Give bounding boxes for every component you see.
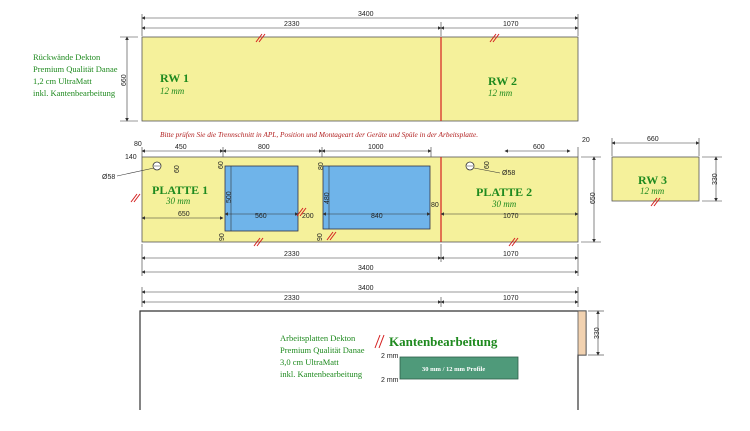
dim-seg-20: 20 [582,137,590,144]
rw1-label: RW 1 [160,71,190,85]
dim-bot-total: 3400 [358,265,374,272]
trennschnitt-warning: Bitte prüfen Sie die Trennschnitt in APL, Position und Montageart der Geräte und Spüle in der Arbeitsplatte. [160,130,479,139]
worktop-note-line4: inkl. Kantenbearbeitung [280,369,363,379]
plate-bottom-dimensions [142,244,578,276]
hole2-diameter: Ø58 [502,170,516,177]
dim-rw3-width: 660 [647,136,659,143]
edge-bottom-mm: 2 mm [381,377,399,384]
worktop-note-line2: Premium Qualität Danae [280,345,365,355]
edge-legend [375,334,518,384]
rw3-thickness: 12 mm [640,186,665,196]
front-elevation [140,285,604,410]
dim-h-90b: 90 [317,233,324,241]
dim-seg-1070b: 1070 [503,213,519,220]
dim-seg-1000: 1000 [368,144,384,151]
dim-seg-650: 650 [178,211,190,218]
dim-seg-80: 80 [134,141,142,148]
backsplash-note-line4: inkl. Kantenbearbeitung [33,88,116,98]
edge-legend-mark [375,335,384,348]
dim-front-right: 1070 [503,295,519,302]
dim-rw3-height: 330 [712,173,719,185]
backsplash-note-line2: Premium Qualität Danae [33,64,118,74]
edge-mark-plate-1 [131,194,140,202]
dim-top-total: 3400 [358,11,374,18]
dim-front-total: 3400 [358,285,374,292]
worktop-note [280,333,365,379]
dim-seg-560: 560 [255,213,267,220]
rw1-thickness: 12 mm [160,86,185,96]
dim-seg-800: 800 [258,144,270,151]
rw2-label: RW 2 [488,74,518,88]
dim-seg-200: 200 [302,213,314,220]
dim-h-60a: 60 [174,165,181,173]
backsplash-note [33,52,118,98]
platte2-label: PLATTE 2 [476,185,533,199]
dim-rw-height: 660 [121,74,128,86]
backsplash-rw [142,34,578,121]
worktop-note-line3: 3,0 cm UltraMatt [280,357,339,367]
dim-h-60c: 60 [484,161,491,169]
worktop-note-line1: Arbeitsplatten Dekton [280,333,356,343]
dim-top-left: 2330 [284,21,300,28]
dim-seg-450: 450 [175,144,187,151]
platte2-thickness: 30 mm [492,199,517,209]
backsplash-rw3 [612,136,722,206]
dim-seg-80b: 80 [431,202,439,209]
hole1-diameter: Ø58 [102,174,116,181]
rw3-label: RW 3 [638,173,668,187]
backsplash-note-line1: Rückwände Dekton [33,52,101,62]
rw2-thickness: 12 mm [488,88,513,98]
sink-cutout [225,166,298,231]
dim-h-500: 500 [226,191,233,203]
dim-front-height: 330 [594,327,601,339]
front-edge-profile [578,311,586,355]
dim-front-left: 2330 [284,295,300,302]
dim-bot-right: 1070 [503,251,519,258]
dim-h-80: 80 [318,162,325,170]
tap-hole-2 [466,162,474,170]
dim-seg-600: 600 [533,144,545,151]
edge-profile-label: 30 mm / 12 mm Profile [422,366,486,373]
dim-top-right: 1070 [503,21,519,28]
platte1-label: PLATTE 1 [152,183,209,197]
dim-plate-height: 650 [590,192,597,204]
dim-h-90a: 90 [219,233,226,241]
front-outline [140,311,586,410]
tap-hole-1 [153,162,161,170]
worktop-plates [102,157,601,246]
dim-seg-140: 140 [125,154,137,161]
dim-bot-left: 2330 [284,251,300,258]
edge-top-mm: 2 mm [381,353,399,360]
dim-h-60b: 60 [218,161,225,169]
dim-h-480: 480 [324,192,331,204]
backsplash-note-line3: 1,2 cm UltraMatt [33,76,92,86]
dim-seg-840: 840 [371,213,383,220]
edge-legend-title: Kantenbearbeitung [389,334,498,349]
platte1-thickness: 30 mm [166,196,191,206]
